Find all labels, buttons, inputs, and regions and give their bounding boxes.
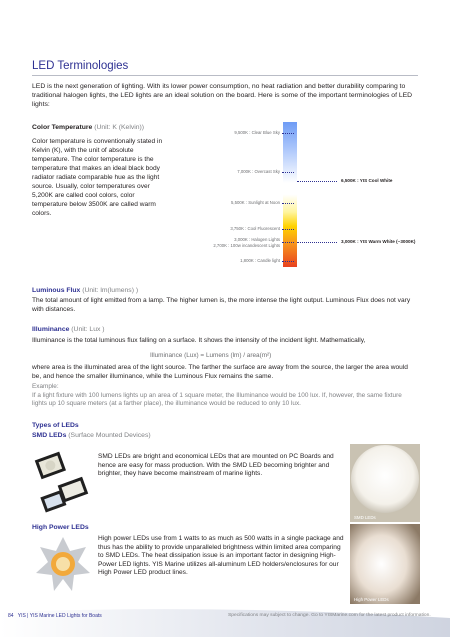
temp-tick-9500 bbox=[282, 133, 294, 134]
smd-title: SMD LEDs bbox=[32, 432, 67, 439]
smd-caption: SMD LEDs bbox=[354, 515, 376, 520]
footer-notice: Specifications may subject to change. Go to YISMarine.com for the latest product information. bbox=[228, 613, 431, 618]
footer-left bbox=[8, 613, 102, 619]
cool-white-note: 6,500K : YIS Cool White bbox=[341, 178, 393, 183]
color-temperature-gradient-bar bbox=[283, 122, 297, 267]
illuminance-unit: (Unit: Lux ) bbox=[71, 326, 105, 333]
temp-label-7000: 7,000K : Overcast Sky bbox=[237, 169, 280, 174]
temp-tick-7000 bbox=[282, 172, 294, 173]
temp-tick-1800 bbox=[282, 261, 294, 262]
types-title: Types of LEDs bbox=[32, 422, 79, 429]
page-title: LED Terminologies bbox=[32, 60, 129, 72]
color-temp-unit: (Unit: K (Kelvin)) bbox=[94, 124, 145, 131]
warm-white-pointer bbox=[297, 242, 337, 243]
page-number: 84 bbox=[8, 613, 14, 619]
color-temp-body: Color temperature is conventionally stated in Kelvin (K), with the unit of absolute temperature. The color temperature is the temperature that makes an ideal black body radiator radiate comparable hue as the light source. Usually, color temperatures over 5,200K are called cool colors, color temperature below 3500K are called warm colors. bbox=[32, 138, 163, 217]
temp-label-9500: 9,500K : Clear Blue Sky bbox=[234, 130, 280, 135]
smd-unit: (Surface Mounted Devices) bbox=[68, 432, 151, 439]
warm-white-note: 3,000K : YIS Warm White (~3000K) bbox=[341, 239, 416, 244]
hp-caption: High Power LEDs bbox=[354, 597, 389, 602]
title-divider bbox=[32, 75, 418, 76]
smd-led-photo bbox=[350, 444, 420, 522]
smd-body: SMD LEDs are bright and economical LEDs that are mounted on PC Boards and hence are easy for mass production. With the SMD LED becoming brighter and brighter, they have become mainstream of marine lights. bbox=[98, 453, 334, 478]
smd-heading bbox=[32, 432, 151, 439]
temp-label-1800: 1,800K : Candle light bbox=[240, 258, 280, 263]
hp-title: High Power LEDs bbox=[32, 524, 89, 531]
cool-white-pointer bbox=[297, 181, 337, 182]
example-text: If a light fixture with 100 lumens lights up an area of 1 square meter, the Illuminance would be 100 lux. If, however, the same fixture lights up 10 square meters (at a farther place), the illuminance would be reduced to only 10 lux. bbox=[32, 392, 402, 408]
temp-tick-5500 bbox=[282, 203, 294, 204]
color-temp-heading bbox=[32, 124, 144, 131]
temp-label-3750: 3,750K : Cool Fluorescent bbox=[230, 226, 280, 231]
illuminance-heading bbox=[32, 326, 105, 333]
luminous-heading bbox=[32, 287, 138, 294]
example-label: Example: bbox=[32, 383, 59, 390]
illuminance-body-2: where area is the illuminated area of the light source. The farther the surface are away from the source, the larger the area would be, and hence the smaller illuminance, while the Luminous Flux remains the same. bbox=[32, 364, 408, 380]
hp-body: High power LEDs use from 1 watts to as much as 500 watts in a single package and thus has the ability to provide unparalleled brightness within limited area comparing to SMD LEDs. The heat dissipation issue is an important factor in designing High-Power LED lights. YIS Marine utilizes all-aluminum LED holders/enclosures for our High Power LED product lines. bbox=[98, 535, 344, 577]
illuminance-formula: Illuminance (Lux) = Lumens (lm) / area(m²) bbox=[150, 352, 272, 359]
temp-label-2700: 2,700K : 100w incandescent Lights bbox=[213, 243, 280, 248]
luminous-title: Luminous Flux bbox=[32, 287, 81, 294]
color-temp-title: Color Temperature bbox=[32, 124, 93, 131]
temp-label-3000: 3,000K : Halogen Lights bbox=[234, 237, 280, 242]
luminous-body: The total amount of light emitted from a lamp. The higher lumen is, the more intense the light output. Luminous Flux does not vary with distances. bbox=[32, 297, 411, 313]
temp-tick-3750 bbox=[282, 229, 294, 230]
smd-chips-image bbox=[32, 445, 94, 513]
luminous-unit: (Unit: lm(lumens) ) bbox=[82, 287, 139, 294]
illuminance-title: Illuminance bbox=[32, 326, 70, 333]
temp-label-5500: 5,500K : Sunlight at Noon bbox=[231, 200, 280, 205]
hp-led-photo bbox=[350, 524, 420, 604]
illuminance-body: Illuminance is the total luminous flux falling on a surface. It shows the intensity of the incident light. Mathematically, bbox=[32, 337, 366, 344]
temp-tick-3000 bbox=[282, 242, 294, 243]
high-power-chip-image bbox=[32, 533, 94, 595]
intro-paragraph: LED is the next generation of lighting. With its lower power consumption, no heat radiation and better durability comparing to traditional halogen lights, the LED lights are an ideal solution on the board. Here is some of the important terminologies of LED lights: bbox=[32, 83, 413, 108]
footer-brand: YIS | YIS Marine LED Lights for Boats bbox=[17, 613, 102, 619]
